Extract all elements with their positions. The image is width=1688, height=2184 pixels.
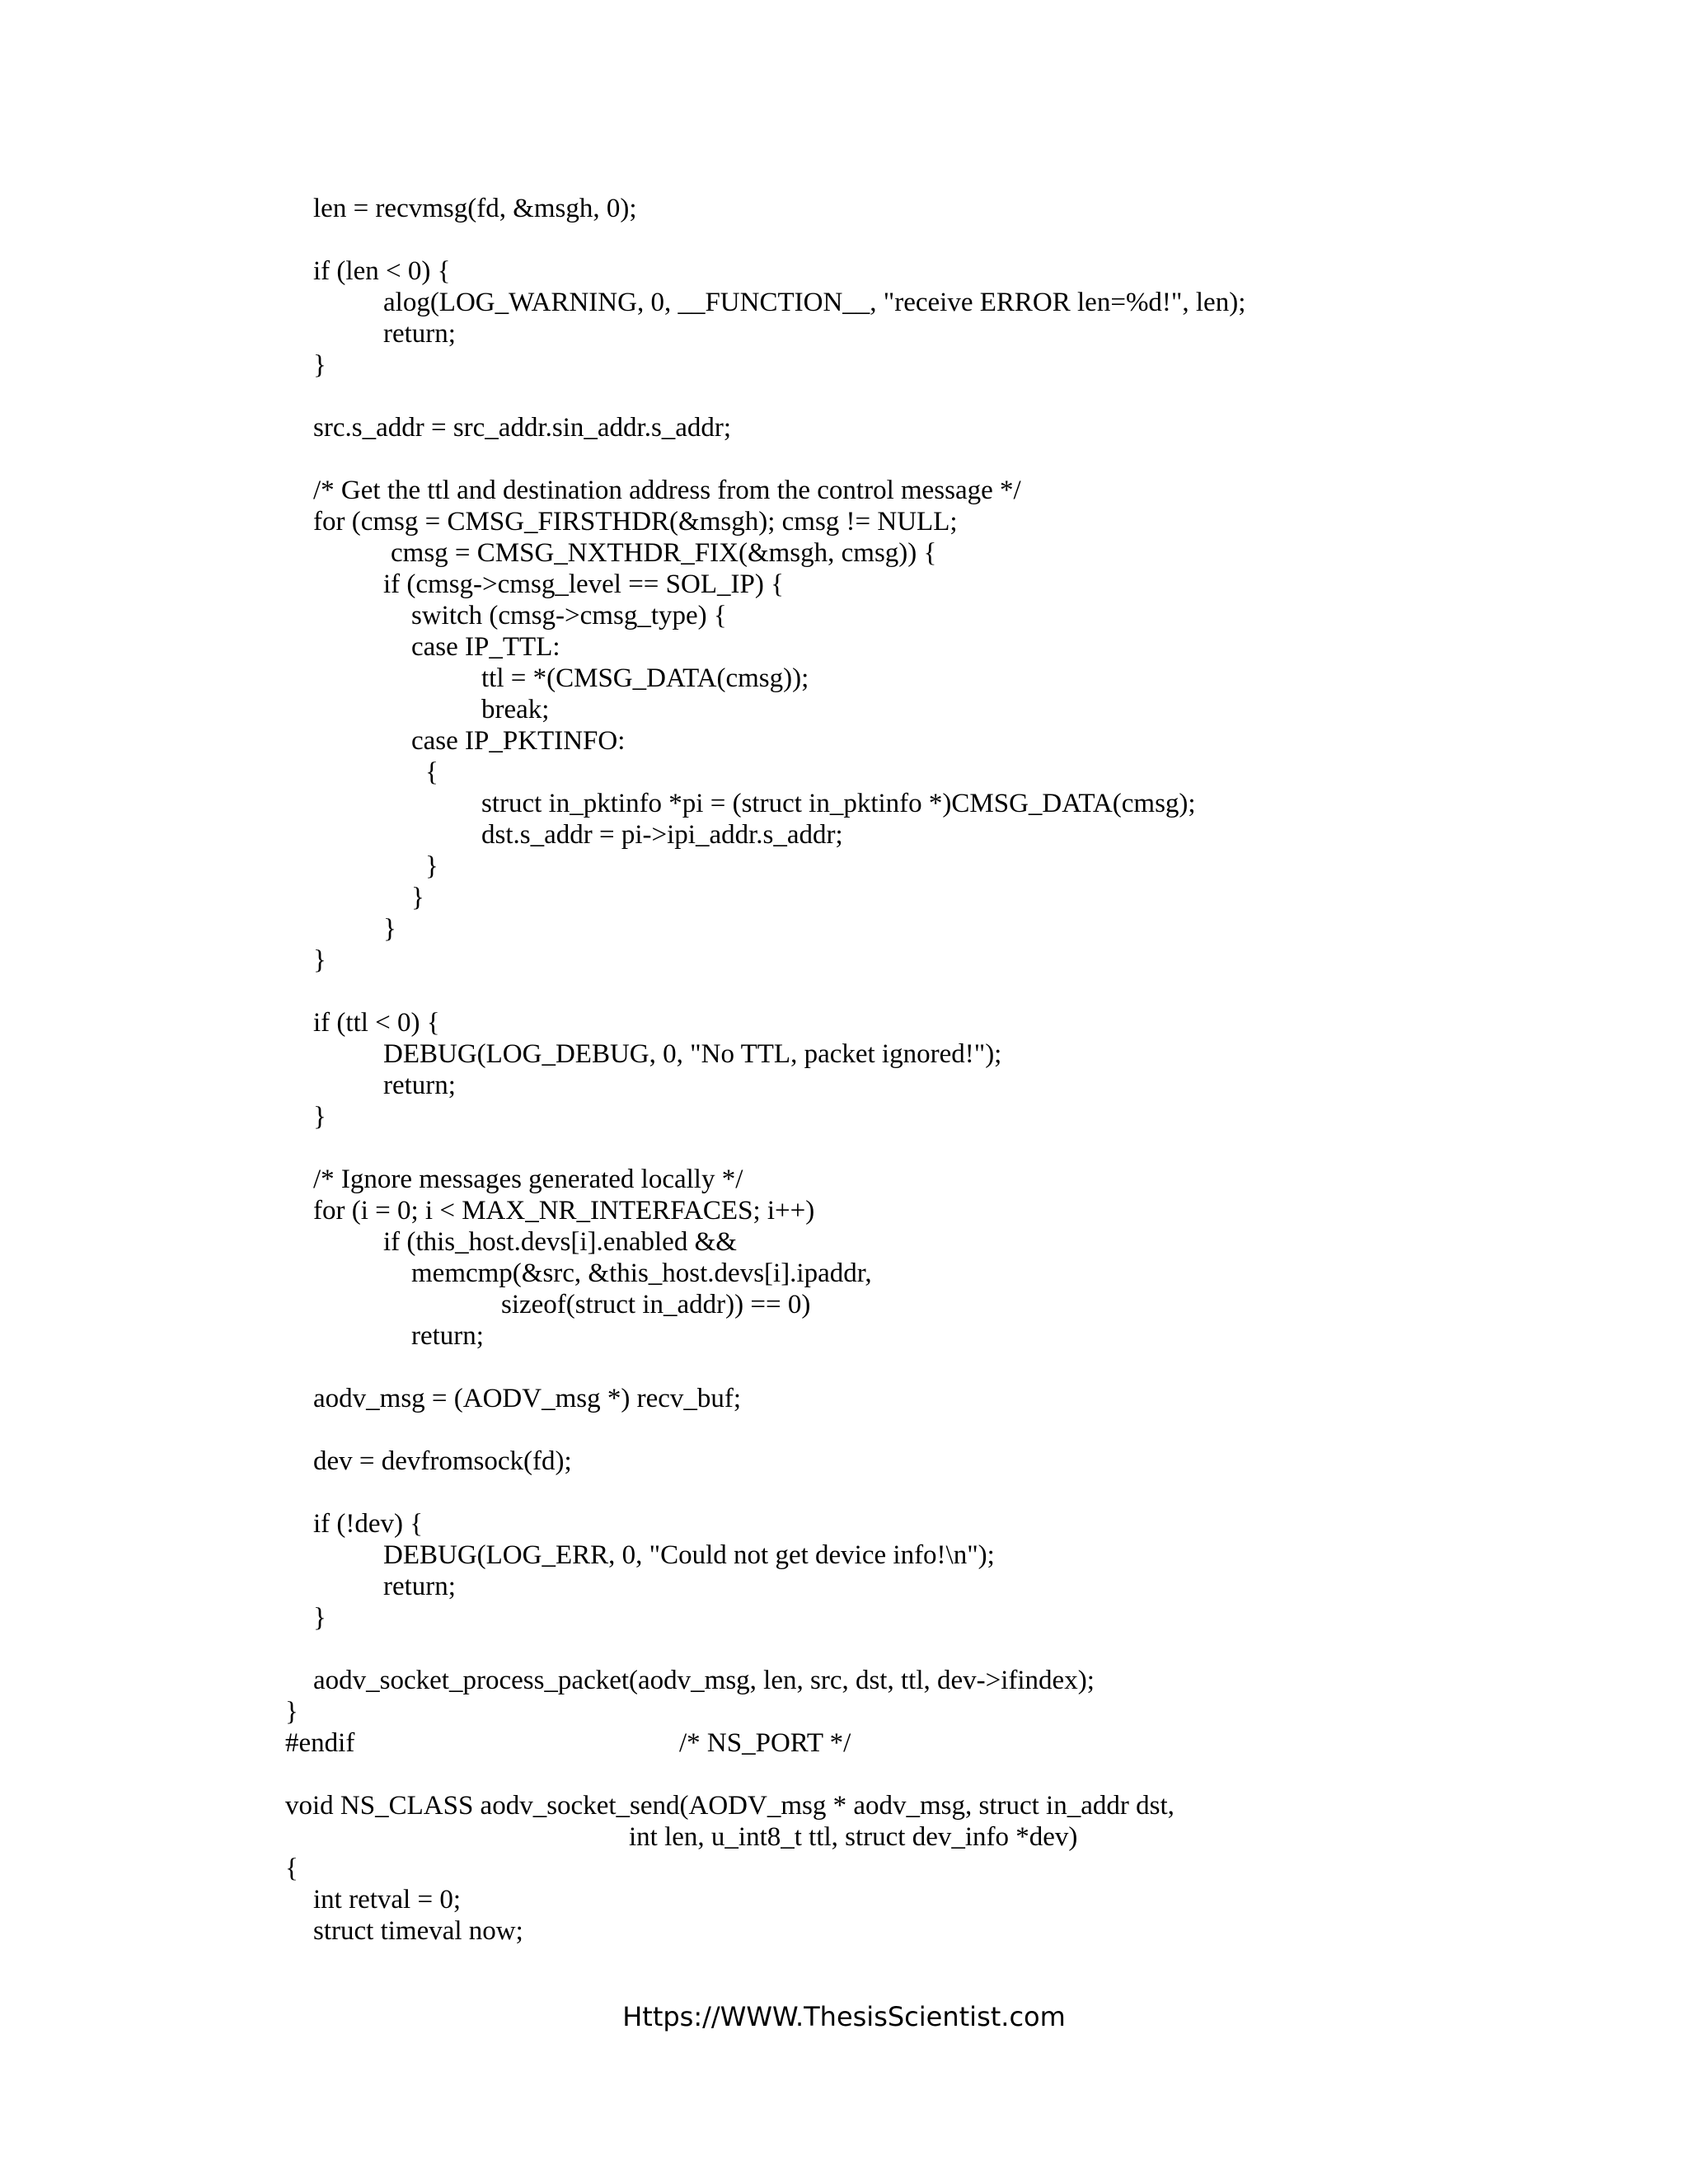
code-line: dst.s_addr = pi->ipi_addr.s_addr; bbox=[481, 820, 843, 850]
code-line: #endif bbox=[285, 1728, 355, 1758]
code-line: return; bbox=[383, 1572, 456, 1601]
footer-url: Https://WWW.ThesisScientist.com bbox=[622, 2001, 1066, 2032]
code-line: { bbox=[285, 1854, 298, 1883]
code-comment: /* NS_PORT */ bbox=[679, 1728, 851, 1758]
code-line: aodv_socket_process_packet(aodv_msg, len, src, dst, ttl, dev->ifindex); bbox=[313, 1666, 1095, 1695]
code-line: return; bbox=[411, 1321, 484, 1351]
code-line: struct timeval now; bbox=[313, 1916, 523, 1946]
code-line: int len, u_int8_t ttl, struct dev_info *dev) bbox=[629, 1822, 1078, 1852]
code-line: case IP_PKTINFO: bbox=[411, 726, 626, 756]
code-line: } bbox=[313, 945, 326, 975]
code-line: void NS_CLASS aodv_socket_send(AODV_msg * aodv_msg, struct in_addr dst, bbox=[285, 1791, 1175, 1821]
code-line: src.s_addr = src_addr.sin_addr.s_addr; bbox=[313, 413, 732, 443]
code-line: if (len < 0) { bbox=[313, 256, 451, 286]
code-line: /* Ignore messages generated locally */ bbox=[313, 1165, 743, 1194]
code-line: } bbox=[383, 914, 396, 944]
code-line: return; bbox=[383, 1071, 456, 1100]
code-line: int retval = 0; bbox=[313, 1885, 461, 1915]
code-line: ttl = *(CMSG_DATA(cmsg)); bbox=[481, 663, 809, 693]
code-line: if (cmsg->cmsg_level == SOL_IP) { bbox=[383, 569, 784, 599]
code-line: return; bbox=[383, 319, 456, 349]
code-line: len = recvmsg(fd, &msgh, 0); bbox=[313, 194, 637, 223]
code-line: /* Get the ttl and destination address from the control message */ bbox=[313, 476, 1021, 505]
code-line: { bbox=[425, 757, 438, 787]
code-line: if (!dev) { bbox=[313, 1509, 424, 1539]
code-line: sizeof(struct in_addr)) == 0) bbox=[501, 1290, 811, 1319]
code-line: } bbox=[313, 1603, 326, 1633]
code-line: for (i = 0; i < MAX_NR_INTERFACES; i++) bbox=[313, 1196, 815, 1226]
code-line: DEBUG(LOG_DEBUG, 0, "No TTL, packet ignored!"); bbox=[383, 1039, 1002, 1069]
code-line: DEBUG(LOG_ERR, 0, "Could not get device info!\n"); bbox=[383, 1540, 995, 1570]
code-line: for (cmsg = CMSG_FIRSTHDR(&msgh); cmsg != NULL; bbox=[313, 507, 958, 537]
code-line: cmsg = CMSG_NXTHDR_FIX(&msgh, cmsg)) { bbox=[391, 538, 937, 568]
code-line: alog(LOG_WARNING, 0, __FUNCTION__, "receive ERROR len=%d!", len); bbox=[383, 288, 1246, 317]
code-line: case IP_TTL: bbox=[411, 632, 560, 662]
code-line: } bbox=[285, 1697, 298, 1727]
code-line: switch (cmsg->cmsg_type) { bbox=[411, 601, 727, 630]
code-line: if (ttl < 0) { bbox=[313, 1008, 440, 1038]
code-line: } bbox=[411, 883, 424, 912]
code-line: } bbox=[313, 1102, 326, 1132]
code-line: struct in_pktinfo *pi = (struct in_pktinfo *)CMSG_DATA(cmsg); bbox=[481, 789, 1196, 818]
code-line: if (this_host.devs[i].enabled && bbox=[383, 1227, 737, 1257]
code-line: dev = devfromsock(fd); bbox=[313, 1446, 572, 1476]
code-line: memcmp(&src, &this_host.devs[i].ipaddr, bbox=[411, 1258, 872, 1288]
code-line: break; bbox=[481, 695, 550, 724]
code-line: } bbox=[425, 851, 438, 881]
code-line: } bbox=[313, 350, 326, 380]
code-line: aodv_msg = (AODV_msg *) recv_buf; bbox=[313, 1384, 742, 1413]
